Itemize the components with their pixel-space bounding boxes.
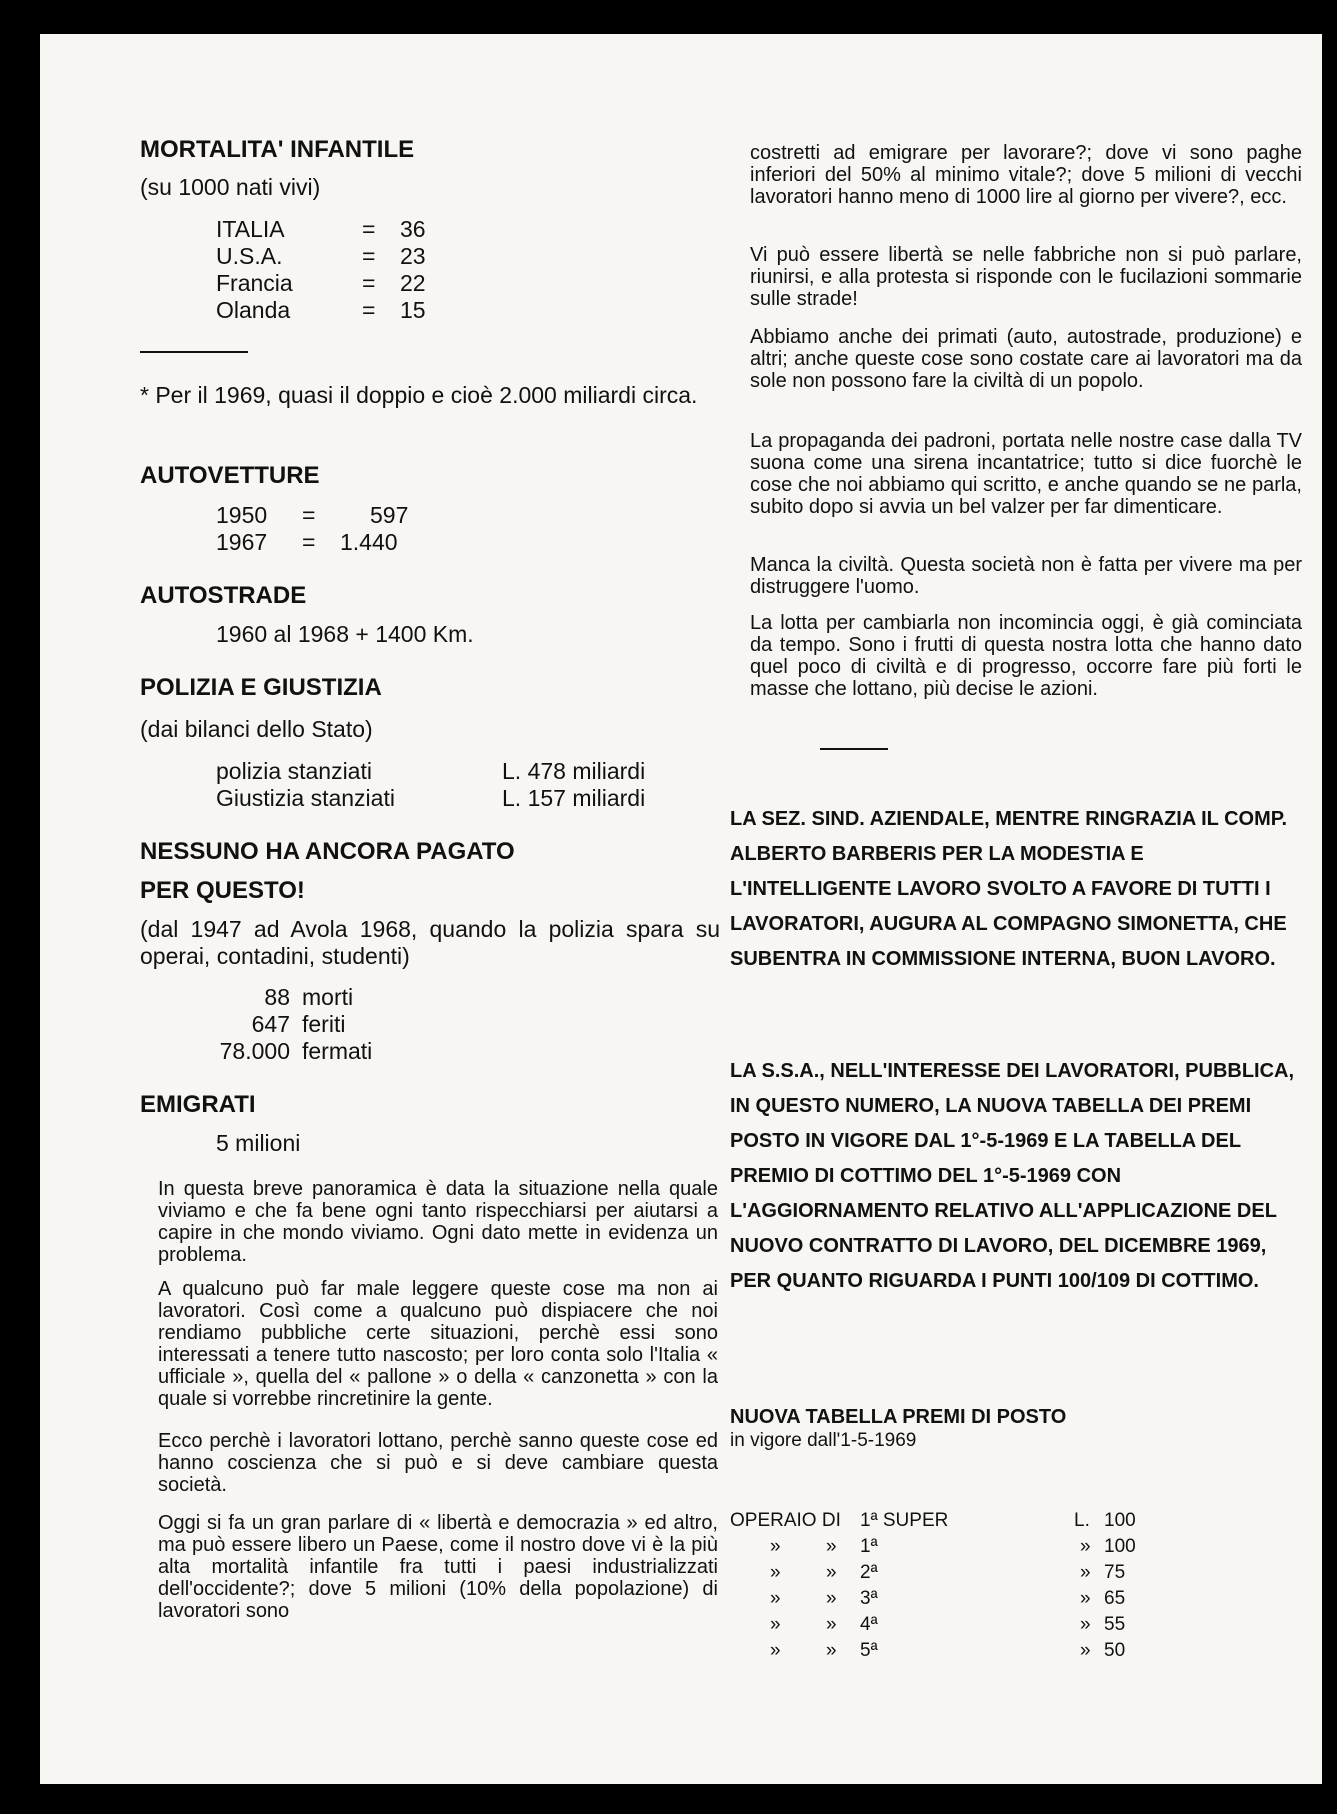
tabella-label: » bbox=[770, 1536, 781, 1557]
paragraph: Vi può essere libertà se nelle fabbriche non si può parlare, riunirsi, e alla protesta si risponde con le fucilazioni sommarie sulle strade! bbox=[750, 244, 1302, 310]
polizia-value: L. 157 miliardi bbox=[502, 785, 646, 811]
nessuno-title-2: PER QUESTO! bbox=[140, 877, 305, 904]
tabella-ditto: » bbox=[826, 1588, 837, 1609]
mortalita-subtitle: (su 1000 nati vivi) bbox=[140, 174, 321, 200]
autovetture-year: 1950 bbox=[216, 502, 268, 528]
emigrati-title: EMIGRATI bbox=[140, 1091, 256, 1118]
mortalita-value: 36 bbox=[400, 216, 426, 242]
nessuno-label: feriti bbox=[302, 1011, 346, 1037]
paragraph: A qualcuno può far male leggere queste cose ma non ai lavoratori. Così come a qualcuno può dispiacere che noi rendiamo pubbliche certe situazioni, perchè essi sono interessati a tenere tutto nascosto; per loro conta solo l'Italia « ufficiale », quella del « pallone » o della « canzonetta » con la quale si vorrebbe rincretinire la gente. bbox=[158, 1278, 718, 1410]
tabella-prefix: » bbox=[1080, 1536, 1091, 1557]
section-divider bbox=[820, 748, 888, 750]
mortalita-title: MORTALITA' INFANTILE bbox=[140, 136, 415, 163]
autovetture-value: 1.440 bbox=[340, 529, 398, 555]
polizia-title: POLIZIA E GIUSTIZIA bbox=[140, 674, 382, 701]
tabella-level: 1ª SUPER bbox=[860, 1510, 949, 1531]
paragraph: La propaganda dei padroni, portata nelle nostre case dalla TV suona come una sirena incantatrice; tutto si dice fuorchè le cose che noi abbiamo qui scritto, e anche quando se ne parla, subito dopo si avvia un bel valzer per far dimenticare. bbox=[750, 430, 1302, 518]
document-page bbox=[40, 34, 1322, 1784]
tabella-value: 75 bbox=[1104, 1562, 1126, 1583]
tabella-level: 3ª bbox=[860, 1588, 878, 1609]
tabella-level: 2ª bbox=[860, 1562, 878, 1583]
polizia-label: Giustizia stanziati bbox=[216, 785, 395, 811]
tabella-prefix: » bbox=[1080, 1640, 1091, 1661]
mortalita-value: 22 bbox=[400, 270, 426, 296]
tabella-value: 100 bbox=[1104, 1510, 1136, 1531]
polizia-label: polizia stanziati bbox=[216, 758, 372, 784]
polizia-value: L. 478 miliardi bbox=[502, 758, 646, 784]
tabella-label: » bbox=[770, 1588, 781, 1609]
footnote: * Per il 1969, quasi il doppio e cioè 2.000 miliardi circa. bbox=[140, 382, 698, 408]
autostrade-title: AUTOSTRADE bbox=[140, 582, 307, 609]
paragraph: In questa breve panoramica è data la situazione nella quale viviamo e che fa bene ogni tanto rispecchiarsi per aiutarsi a capire in che mondo viviamo. Ogni dato mette in evidenza un problema. bbox=[158, 1178, 718, 1266]
tabella-level: 1ª bbox=[860, 1536, 878, 1557]
tabella-value: 50 bbox=[1104, 1640, 1126, 1661]
autovetture-year: 1967 bbox=[216, 529, 268, 555]
mortalita-country: ITALIA bbox=[216, 216, 285, 242]
paragraph: costretti ad emigrare per lavorare?; dove vi sono paghe inferiori del 50% al minimo vitale?; dove 5 milioni di vecchi lavoratori hanno meno di 1000 lire al giorno per vivere?, ecc. bbox=[750, 142, 1302, 208]
nessuno-label: morti bbox=[302, 984, 354, 1010]
paragraph: Ecco perchè i lavoratori lottano, perchè sanno queste cose ed hanno coscienza che si può e si deve cambiare questa società. bbox=[158, 1430, 718, 1496]
mortalita-country: Francia bbox=[216, 270, 293, 296]
tabella-level: 5ª bbox=[860, 1640, 878, 1661]
mortalita-eq: = bbox=[362, 297, 376, 323]
nessuno-value: 78.000 bbox=[219, 1038, 290, 1064]
nessuno-title: NESSUNO HA ANCORA PAGATO bbox=[140, 838, 515, 865]
mortalita-value: 15 bbox=[400, 297, 426, 323]
tabella-prefix: L. bbox=[1074, 1510, 1090, 1531]
tabella-prefix: » bbox=[1080, 1562, 1091, 1583]
paragraph: Abbiamo anche dei primati (auto, autostrade, produzione) e altri; anche queste cose sono costate care ai lavoratori ma da sole non possono fare la civiltà di un popolo. bbox=[750, 326, 1302, 392]
tabella-value: 55 bbox=[1104, 1614, 1126, 1635]
tabella-prefix: » bbox=[1080, 1614, 1091, 1635]
emigrati-value: 5 milioni bbox=[216, 1130, 301, 1156]
nessuno-label: fermati bbox=[302, 1038, 373, 1064]
tabella-ditto: » bbox=[826, 1562, 837, 1583]
polizia-subtitle: (dai bilanci dello Stato) bbox=[140, 716, 373, 742]
nessuno-subtitle: (dal 1947 ad Avola 1968, quando la polizia spara su operai, contadini, studenti) bbox=[140, 916, 720, 969]
autovetture-title: AUTOVETTURE bbox=[140, 462, 320, 489]
paragraph: La lotta per cambiarla non incomincia oggi, è già cominciata da tempo. Sono i frutti di questa nostra lotta che hanno dato quel poco di civiltà e di progresso, occorre fare più forti le masse che lottano, più decise le azioni. bbox=[750, 612, 1302, 700]
footnote-divider bbox=[140, 351, 248, 353]
tabella-label: » bbox=[770, 1614, 781, 1635]
paragraph: Oggi si fa un gran parlare di « libertà e democrazia » ed altro, ma può essere libero un Paese, come il nostro dove vi è la più alta mortalità infantile fra tutti i paesi industrializzati dell'occidente?; dove 5 milioni (10% della popolazione) di lavoratori sono bbox=[158, 1512, 718, 1622]
autovetture-value: 597 bbox=[370, 502, 409, 528]
tabella-title: NUOVA TABELLA PREMI DI POSTO bbox=[730, 1406, 1067, 1428]
mortalita-eq: = bbox=[362, 270, 376, 296]
announcement-tabella: LA S.S.A., NELL'INTERESSE DEI LAVORATORI, PUBBLICA, IN QUESTO NUMERO, LA NUOVA TABELLA DEI PREMI POSTO IN VIGORE DAL 1°-5-1969 E LA TABELLA DEL PREMIO DI COTTIMO DEL 1°-5-1969 CON L'AGGIORNAMENTO RELATIVO ALL'APPLICAZIONE DEL NUOVO CONTRATTO DI LAVORO, DEL DICEMBRE 1969, PER QUANTO RIGUARDA I PUNTI 100/109 DI COTTIMO. bbox=[730, 1060, 1295, 1292]
tabella-value: 100 bbox=[1104, 1536, 1136, 1557]
autovetture-eq: = bbox=[302, 502, 316, 528]
tabella-label: » bbox=[770, 1640, 781, 1661]
nessuno-value: 88 bbox=[264, 984, 290, 1010]
mortalita-eq: = bbox=[362, 216, 376, 242]
tabella-ditto: » bbox=[826, 1536, 837, 1557]
tabella-ditto: » bbox=[826, 1640, 837, 1661]
tabella-label: » bbox=[770, 1562, 781, 1583]
mortalita-country: U.S.A. bbox=[216, 243, 283, 269]
tabella-prefix: » bbox=[1080, 1588, 1091, 1609]
tabella-subtitle: in vigore dall'1-5-1969 bbox=[730, 1430, 917, 1451]
tabella-ditto: » bbox=[826, 1614, 837, 1635]
tabella-label: OPERAIO DI bbox=[730, 1510, 841, 1531]
announcement-barberis: LA SEZ. SIND. AZIENDALE, MENTRE RINGRAZIA IL COMP. ALBERTO BARBERIS PER LA MODESTIA E L'INTELLIGENTE LAVORO SVOLTO A FAVORE DI TUTTI I LAVORATORI, AUGURA AL COMPAGNO SIMONETTA, CHE SUBENTRA IN COMMISSIONE INTERNA, BUON LAVORO. bbox=[730, 808, 1288, 970]
mortalita-eq: = bbox=[362, 243, 376, 269]
autovetture-eq: = bbox=[302, 529, 316, 555]
paragraph: Manca la civiltà. Questa società non è fatta per vivere ma per distruggere l'uomo. bbox=[750, 554, 1302, 598]
mortalita-country: Olanda bbox=[216, 297, 291, 323]
nessuno-value: 647 bbox=[251, 1011, 290, 1037]
tabella-level: 4ª bbox=[860, 1614, 878, 1635]
tabella-value: 65 bbox=[1104, 1588, 1126, 1609]
mortalita-value: 23 bbox=[400, 243, 426, 269]
autostrade-text: 1960 al 1968 + 1400 Km. bbox=[216, 621, 474, 647]
